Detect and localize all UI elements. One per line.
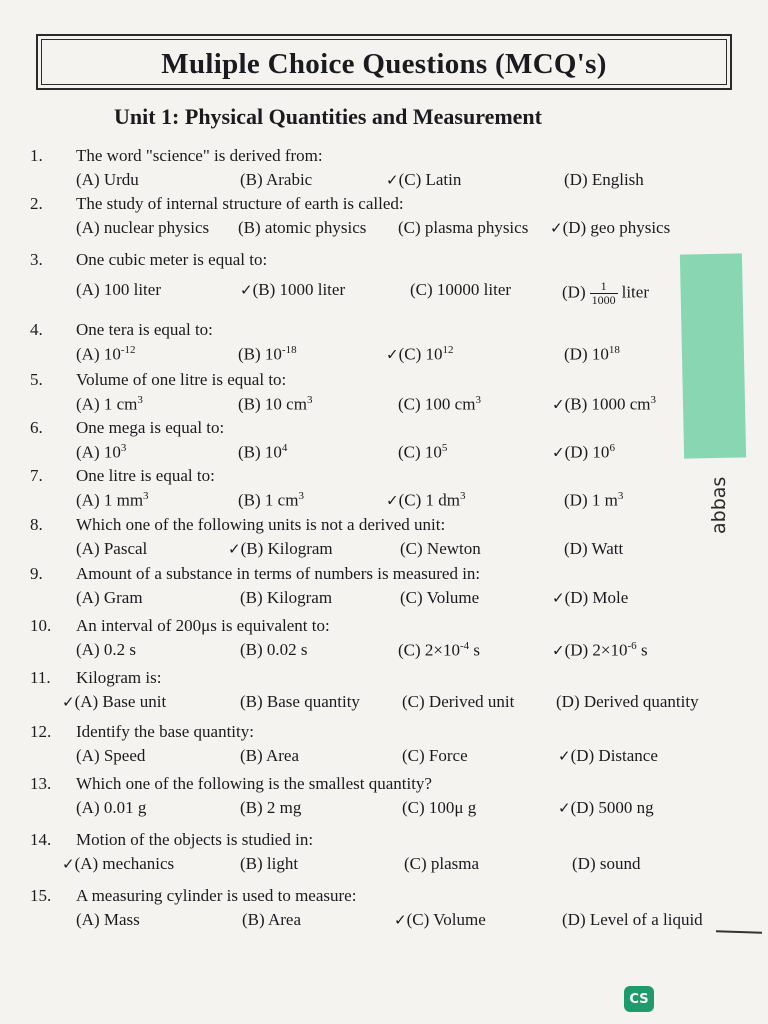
question-number: 12. [30, 722, 52, 741]
option-a [76, 344, 136, 365]
option-label: (D) 2×10 [564, 640, 628, 660]
option-label: (B) atomic physics [238, 218, 367, 237]
side-label: abbas [708, 476, 730, 534]
option-a [76, 490, 149, 511]
question-text: One mega is equal to: [76, 418, 225, 437]
exponent: 3 [475, 394, 481, 406]
option-label: (C) Volume [400, 588, 480, 607]
option-label: (D) Watt [564, 539, 624, 558]
option-label: (B) Kilogram [240, 588, 333, 607]
option-label: (A) nuclear physics [76, 218, 210, 237]
option-label: (A) Base unit [74, 692, 167, 711]
option-label: (D) geo physics [562, 218, 671, 237]
unit-suffix: liter [621, 282, 649, 302]
option-d [558, 798, 654, 818]
question-text: A measuring cylinder is used to measure: [76, 886, 357, 905]
option-label: (B) Base quantity [240, 692, 360, 711]
option-a [62, 854, 174, 874]
question-number: 4. [30, 320, 43, 339]
option-d [564, 539, 623, 559]
option-c [394, 910, 486, 930]
option-label: (B) 10 [238, 344, 282, 364]
option-label: (D) Mole [564, 588, 629, 607]
exponent: -12 [120, 344, 136, 356]
option-d [556, 692, 699, 712]
option-label: (C) Newton [400, 539, 481, 558]
exponent: 3 [120, 442, 127, 454]
option-d [550, 218, 670, 238]
option-b [238, 218, 366, 238]
option-label: (A) 1 mm [76, 490, 144, 510]
option-a [76, 910, 140, 930]
option-d [562, 280, 649, 307]
option-label: (B) Area [240, 746, 300, 765]
option-label: (C) Derived unit [402, 692, 515, 711]
option-label: (D) 5000 ng [570, 798, 654, 817]
exponent: 3 [459, 490, 466, 502]
check-mark-icon: ✓ [62, 693, 75, 711]
exponent: 3 [143, 490, 149, 502]
option-label: (A) Pascal [76, 539, 148, 558]
question-text: The word "science" is derived from: [76, 146, 323, 165]
option-label: (C) plasma physics [398, 218, 529, 237]
option-label: (C) 100μ g [402, 798, 477, 817]
option-label: (C) 2×10 [398, 640, 460, 660]
option-d [552, 588, 628, 608]
option-label: (D) 10 [564, 442, 610, 462]
question-number: 13. [30, 774, 52, 793]
question-text: Motion of the objects is studied in: [76, 830, 314, 849]
unit-suffix: s [469, 640, 481, 660]
option-a [76, 798, 146, 818]
option-d [562, 910, 703, 930]
option-label: (C) 10 [398, 442, 442, 462]
fraction-denominator: 1000 [591, 293, 616, 307]
option-d [552, 640, 648, 661]
option-c [398, 442, 447, 463]
option-b [240, 640, 308, 660]
option-b [240, 170, 312, 190]
option-a [76, 588, 143, 608]
option-label: (D) Level of a liquid [562, 910, 703, 929]
option-b [238, 442, 287, 463]
option-b [238, 344, 297, 365]
question-number: 1. [30, 146, 43, 165]
option-label: (C) plasma [404, 854, 480, 873]
option-b [240, 280, 345, 300]
option-label: (B) light [240, 854, 299, 873]
check-mark-icon: ✓ [552, 589, 565, 607]
check-mark-icon: ✓ [552, 443, 565, 462]
option-label: (C) Volume [406, 910, 486, 929]
option-d [564, 344, 620, 365]
option-label: (A) Speed [76, 746, 146, 765]
option-a [76, 539, 147, 559]
option-label: (B) 2 mg [240, 798, 302, 817]
option-a [76, 442, 126, 463]
exponent: -4 [460, 640, 470, 652]
option-label: (A) 10 [76, 344, 121, 364]
option-b [240, 746, 299, 766]
question-text: Which one of the following units is not a derived unit: [76, 515, 446, 534]
option-label: (C) Latin [398, 170, 462, 189]
exponent: 4 [281, 442, 288, 454]
option-label: (B) 0.02 s [240, 640, 308, 659]
question-text: Which one of the following is the smallest quantity? [76, 774, 432, 793]
check-mark-icon: ✓ [558, 747, 571, 765]
option-label: (D) [562, 282, 586, 302]
exponent: 3 [617, 490, 624, 502]
option-label: (B) 1000 liter [252, 280, 346, 299]
exponent: 5 [441, 442, 448, 454]
option-label: (A) 0.01 g [76, 798, 147, 817]
option-b [242, 910, 301, 930]
option-label: (C) 1 dm [398, 490, 460, 510]
option-d [564, 490, 623, 511]
exponent: 3 [306, 394, 313, 406]
unit-title: Unit 1: Physical Quantities and Measurement [114, 104, 542, 129]
option-b [240, 692, 360, 712]
option-a [62, 692, 166, 712]
question-number: 10. [30, 616, 52, 635]
option-b [240, 588, 332, 608]
option-d [552, 394, 656, 415]
option-label: (A) 100 liter [76, 280, 161, 299]
option-b [238, 490, 304, 511]
option-label: (B) Arabic [240, 170, 313, 189]
option-label: (D) Derived quantity [556, 692, 699, 711]
option-label: (D) Distance [570, 746, 658, 765]
unit-suffix: s [636, 640, 648, 660]
question-text: The study of internal structure of earth is called: [76, 194, 404, 213]
option-label: (A) mechanics [74, 854, 175, 873]
option-label: (C) 10 [398, 344, 443, 364]
option-label: (B) 1000 cm [564, 394, 651, 414]
question-text: Amount of a substance in terms of numbers is measured in: [76, 564, 481, 583]
check-mark-icon: ✓ [550, 219, 563, 237]
option-label: (B) 1 cm [238, 490, 299, 510]
camscanner-logo: CS [624, 986, 654, 1012]
option-label: (B) 10 [238, 442, 282, 462]
option-label: (B) 10 cm [238, 394, 307, 414]
option-c [404, 854, 479, 874]
option-label: (A) Gram [76, 588, 143, 607]
check-mark-icon: ✓ [386, 171, 399, 189]
check-mark-icon: ✓ [386, 345, 399, 364]
exponent: 18 [608, 344, 620, 356]
exponent: 6 [609, 442, 615, 454]
question-text: Volume of one litre is equal to: [76, 370, 287, 389]
option-c [400, 588, 479, 608]
exponent: 3 [137, 394, 143, 406]
option-d [558, 746, 658, 766]
option-label: (C) 100 cm [398, 394, 476, 414]
option-c [398, 394, 481, 415]
option-c [410, 280, 511, 300]
question-number: 2. [30, 194, 43, 213]
option-label: (A) Urdu [76, 170, 139, 189]
option-label: (B) Kilogram [240, 539, 333, 558]
option-b [240, 854, 298, 874]
option-a [76, 394, 143, 415]
exponent: -18 [281, 344, 297, 356]
option-a [76, 170, 139, 190]
option-c [400, 539, 481, 559]
question-text: One litre is equal to: [76, 466, 215, 485]
option-a [76, 218, 209, 238]
check-mark-icon: ✓ [558, 799, 571, 817]
option-c [402, 798, 476, 818]
option-c [402, 692, 514, 712]
question-text: Identify the base quantity: [76, 722, 254, 741]
option-b [228, 539, 333, 559]
question-number: 6. [30, 418, 43, 437]
exponent: 3 [298, 490, 304, 502]
option-label: (D) 10 [564, 344, 609, 364]
check-mark-icon: ✓ [386, 491, 399, 510]
option-d [552, 442, 615, 463]
option-label: (C) Force [402, 746, 468, 765]
option-label: (D) English [564, 170, 644, 189]
exponent: 3 [650, 394, 657, 406]
option-d [564, 170, 644, 190]
question-number: 14. [30, 830, 52, 849]
option-c [398, 640, 480, 661]
option-a [76, 280, 161, 300]
option-label: (D) 1 m [564, 490, 618, 510]
option-c [402, 746, 468, 766]
question-number: 3. [30, 250, 43, 269]
exponent: 12 [442, 344, 454, 356]
check-mark-icon: ✓ [240, 281, 253, 299]
question-number: 15. [30, 886, 52, 905]
check-mark-icon: ✓ [62, 855, 75, 873]
option-b [240, 798, 301, 818]
option-label: (A) 0.2 s [76, 640, 136, 659]
option-label: (A) 1 cm [76, 394, 138, 414]
option-a [76, 746, 145, 766]
option-label: (B) Area [242, 910, 302, 929]
option-label: (D) sound [572, 854, 641, 873]
option-c [386, 490, 465, 511]
option-d [572, 854, 640, 874]
check-mark-icon: ✓ [228, 540, 241, 558]
option-a [76, 640, 136, 660]
fraction [590, 280, 618, 307]
question-number: 11. [30, 668, 51, 687]
question-text: Kilogram is: [76, 668, 162, 687]
option-c [386, 170, 461, 190]
option-label: (A) 10 [76, 442, 121, 462]
check-mark-icon: ✓ [394, 911, 407, 929]
check-mark-icon: ✓ [552, 641, 565, 660]
question-number: 9. [30, 564, 43, 583]
option-c [398, 218, 528, 238]
option-label: (C) 10000 liter [410, 280, 512, 299]
question-number: 8. [30, 515, 43, 534]
question-text: One tera is equal to: [76, 320, 213, 339]
page-title: Muliple Choice Questions (MCQ's) [161, 48, 607, 80]
exponent: -6 [627, 640, 637, 652]
option-label: (A) Mass [76, 910, 140, 929]
question-text: An interval of 200μs is equivalent to: [76, 616, 330, 635]
option-b [238, 394, 312, 415]
option-c [386, 344, 454, 365]
fraction-numerator: 1 [590, 280, 618, 294]
check-mark-icon: ✓ [552, 395, 565, 414]
question-text: One cubic meter is equal to: [76, 250, 268, 269]
question-number: 7. [30, 466, 43, 485]
question-number: 5. [30, 370, 43, 389]
